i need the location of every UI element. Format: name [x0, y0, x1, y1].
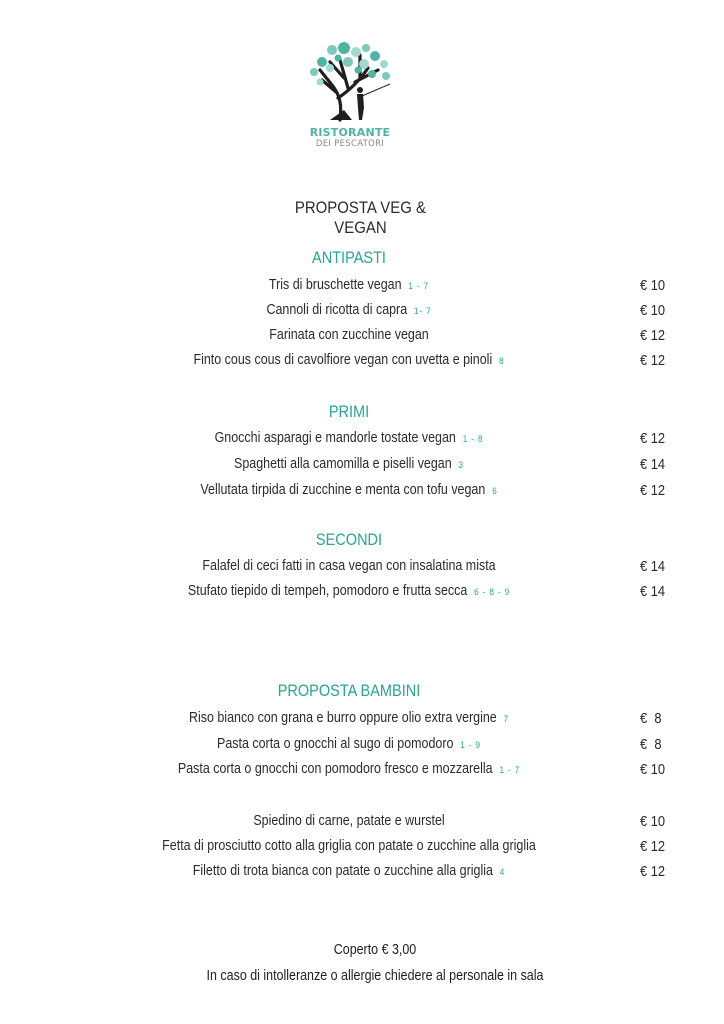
item-price: € 8 — [640, 736, 662, 753]
menu-item — [49, 838, 649, 854]
menu-item — [49, 482, 649, 498]
item-price: € 14 — [640, 456, 666, 473]
item-price: € 10 — [640, 813, 666, 830]
item-name: Pasta corta o gnocchi al sugo di pomodoro — [217, 736, 454, 752]
item-name: Gnocchi asparagi e mandorle tostate vegan — [214, 430, 456, 446]
item-price: € 14 — [640, 558, 666, 575]
menu-item — [49, 327, 649, 343]
item-name: Pasta corta o gnocchi con pomodoro fresco e mozzarella — [177, 761, 493, 777]
section-title-bambini: PROPOSTA BAMBINI — [277, 682, 421, 700]
coperto-note: Coperto € 3,00 — [333, 942, 417, 958]
item-price: € 12 — [640, 327, 666, 344]
section-title-primi: PRIMI — [328, 403, 370, 421]
item-name: Cannoli di ricotta di capra — [266, 302, 408, 318]
item-price: € 12 — [640, 430, 666, 447]
item-name: Finto cous cous di cavolfiore vegan con uvetta e pinoli — [193, 352, 493, 368]
allergen-codes: 1 - 7 — [408, 281, 430, 292]
item-name: Stufato tiepido di tempeh, pomodoro e frutta secca — [187, 583, 468, 599]
allergen-codes: 6 — [492, 486, 498, 497]
item-price: € 14 — [640, 583, 666, 600]
allergen-codes: 4 — [499, 867, 506, 878]
item-name: Tris di bruschette vegan — [268, 277, 402, 293]
item-name: Falafel di ceci fatti in casa vegan con insalatina mista — [202, 558, 496, 574]
allergen-codes: 1 - 8 — [462, 434, 484, 445]
allergen-codes: 7 — [503, 714, 510, 725]
item-name: Farinata con zucchine vegan — [269, 327, 429, 343]
menu-item — [49, 761, 649, 777]
item-price: € 8 — [640, 710, 662, 727]
section-title-antipasti: ANTIPASTI — [312, 249, 386, 267]
item-name: Spaghetti alla camomilla e piselli vegan — [234, 456, 452, 472]
allergy-note: In caso di intolleranze o allergie chiedere al personale in sala — [206, 968, 544, 984]
menu-title-text: PROPOSTA VEG & VEGAN — [294, 198, 426, 237]
item-name: Fetta di prosciutto cotto alla griglia con patate o zucchine alla griglia — [162, 838, 536, 854]
item-price: € 12 — [640, 838, 666, 855]
allergen-codes: 6 - 8 - 9 — [474, 587, 511, 598]
item-price: € 10 — [640, 761, 666, 778]
item-price: € 12 — [640, 352, 666, 369]
item-name: Riso bianco con grana e burro oppure olio extra vergine — [188, 710, 497, 726]
menu-item — [49, 277, 649, 293]
section-title-secondi: SECONDI — [315, 531, 383, 549]
logo-subtitle: DEI PESCATORI — [315, 139, 385, 149]
restaurant-logo — [300, 40, 400, 155]
item-price: € 12 — [640, 863, 666, 880]
allergen-codes: 1 - 9 — [460, 740, 481, 751]
menu-item — [49, 558, 649, 574]
menu-title — [42, 198, 679, 238]
menu-item — [49, 863, 649, 879]
item-price: € 10 — [640, 277, 666, 294]
allergen-codes: 8 — [499, 356, 505, 367]
allergen-codes: 1- 7 — [414, 306, 432, 317]
menu-item — [49, 736, 649, 752]
logo-title: RISTORANTE — [309, 126, 391, 139]
menu-item — [49, 710, 649, 726]
item-name: Filetto di trota bianca con patate o zucchine alla griglia — [192, 863, 493, 879]
item-name: Spiedino di carne, patate e wurstel — [253, 813, 445, 829]
menu-item — [49, 583, 649, 599]
menu-item — [49, 813, 649, 829]
item-price: € 12 — [640, 482, 666, 499]
menu-item — [49, 456, 649, 472]
menu-item — [49, 352, 649, 368]
allergen-codes: 1 - 7 — [499, 765, 521, 776]
tree-fisherman-icon — [300, 40, 400, 125]
item-price: € 10 — [640, 302, 666, 319]
menu-item — [49, 430, 649, 446]
allergen-codes: 3 — [458, 460, 464, 471]
menu-item — [49, 302, 649, 318]
item-name: Vellutata tirpida di zucchine e menta con tofu vegan — [200, 482, 486, 498]
